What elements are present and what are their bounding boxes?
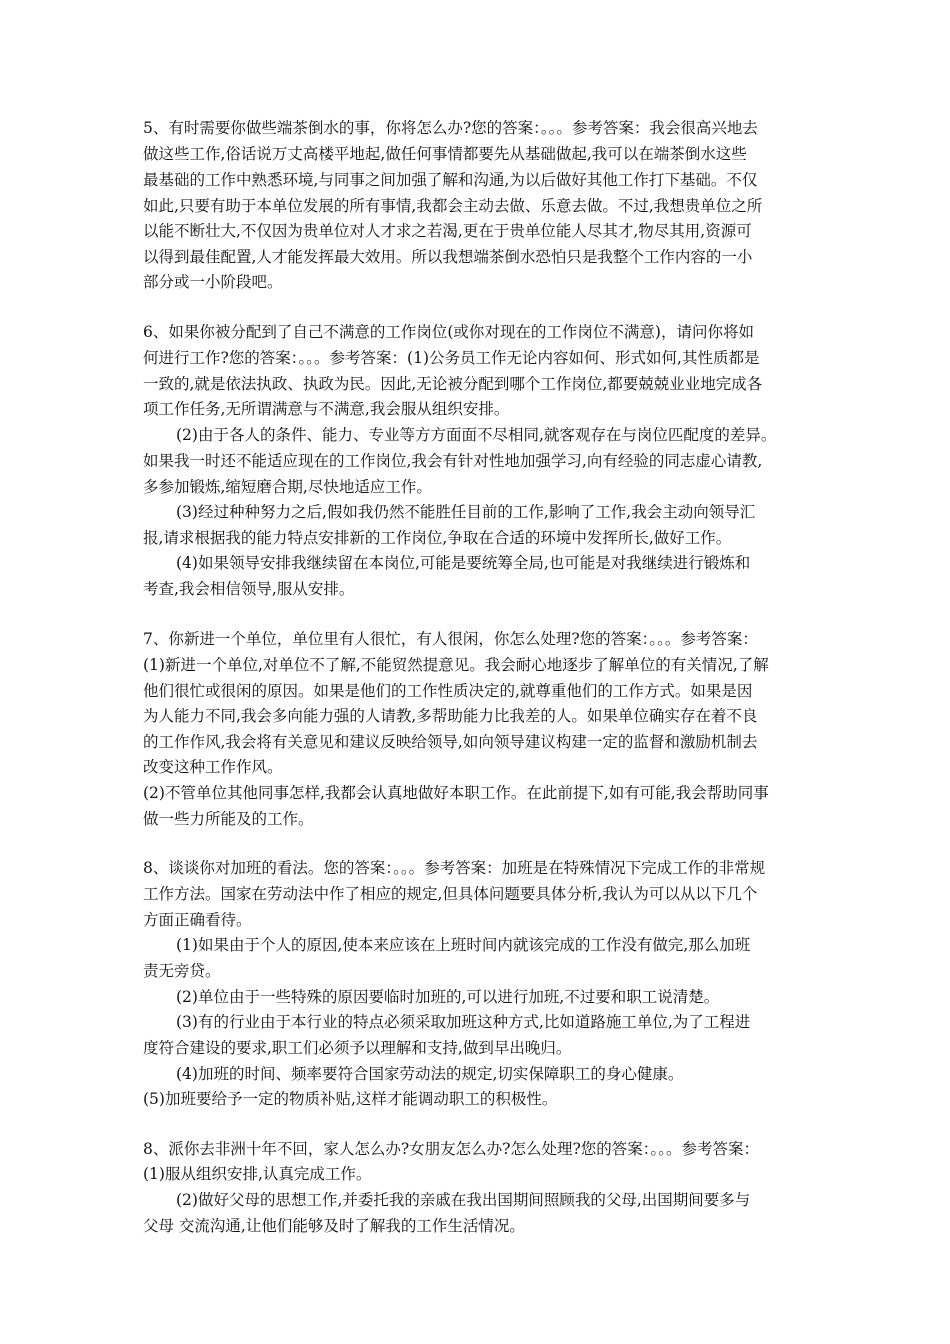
q5-line-7: 部分或一小阶段吧。 [143, 273, 283, 291]
q6-line-11: 考查,我会相信领导,服从安排。 [143, 580, 355, 598]
q7-line-3: 他们很忙或很闲的原因。如果是他们的工作性质决定的,就尊重他们的工作方式。如果是因 [143, 682, 753, 700]
q5-line-6: 以得到最佳配置,人才能发挥最大效用。所以我想端茶倒水恐怕只是我整个工作内容的一小 [143, 248, 753, 266]
q8-line-6: (2)单位由于一些特殊的原因要临时加班的,可以进行加班,不过要和职工说清楚。 [176, 988, 720, 1006]
q6-line-10: (4)如果领导安排我继续留在本岗位,可能是要统筹全局,也可能是对我继续进行锻炼和 [176, 554, 751, 572]
q8-line-9: (4)加班的时间、频率要符合国家劳动法的规定,切实保障职工的身心健康。 [176, 1065, 684, 1083]
q7-line-2: (1)新进一个单位,对单位不了解,不能贸然提意见。我会耐心地逐步了解单位的有关情况,了解 [143, 656, 769, 674]
q8-line-4: (1)如果由于个人的原因,使本来应该在上班时间内就该完成的工作没有做完,那么加班 [176, 936, 751, 954]
q8-line-10: (5)加班要给予一定的物质补贴,这样才能调动职工的积极性。 [143, 1090, 558, 1108]
q8b-line-1: 8、派你去非洲十年不回，家人怎么办?女朋友怎么办?怎么处理?您的答案：。。。参考答案： [143, 1140, 760, 1158]
q8-line-7: (3)有的行业由于本行业的特点必须采取加班这种方式,比如道路施工单位,为了工程进 [176, 1013, 751, 1031]
q6-line-1: 6、如果你被分配到了自己不满意的工作岗位(或你对现在的工作岗位不满意)，请问你将如 [143, 323, 754, 341]
q6-line-2: 何进行工作?您的答案：。。。参考答案：(1)公务员工作无论内容如何、形式如何,其性质都是 [143, 349, 760, 367]
q7-line-8: 做一些力所能及的工作。 [143, 810, 314, 828]
q7-line-1: 7、你新进一个单位，单位里有人很忙，有人很闲，你怎么处理?您的答案：。。。参考答案： [143, 630, 758, 648]
q6-line-8: (3)经过种种努力之后,假如我仍然不能胜任目前的工作,影响了工作,我会主动向领导汇 [176, 503, 756, 521]
q7-line-5: 的工作作风,我会将有关意见和建议反映给领导,如向领导建议构建一定的监督和激励机制去 [143, 733, 758, 751]
q8-line-3: 方面正确看待。 [143, 911, 252, 929]
q8b-line-3: (2)做好父母的思想工作,并委托我的亲戚在我出国期间照顾我的父母,出国期间要多与 [176, 1191, 751, 1209]
q5-line-5: 以能不断壮大,不仅因为贵单位对人才求之若渴,更在于贵单位能人尽其才,物尽其用,资源可 [143, 222, 752, 240]
q5-line-1: 5、有时需要你做些端茶倒水的事，你将怎么办?您的答案：。。。参考答案：我会很高兴地去 [143, 119, 758, 137]
q8-line-8: 度符合建设的要求,职工们必须予以理解和支持,做到早出晚归。 [143, 1039, 572, 1057]
q6-line-7: 多参加锻炼,缩短磨合期,尽快地适应工作。 [143, 478, 432, 496]
q5-line-2: 做这些工作,俗话说万丈高楼平地起,做任何事情都要先从基础做起,我可以在端茶倒水这些 [143, 145, 747, 163]
q6-line-5: (2)由于各人的条件、能力、专业等方方面面不尽相同,就客观存在与岗位匹配度的差异。 [176, 426, 777, 444]
q8-line-1: 8、谈谈你对加班的看法。您的答案：。。。参考答案：加班是在特殊情况下完成工作的非常规 [143, 859, 766, 877]
q7-line-4: 为人能力不同,我会多向能力强的人请教,多帮助能力比我差的人。如果单位确实存在着不良 [143, 707, 758, 725]
q7-line-7: (2)不管单位其他同事怎样,我都会认真地做好本职工作。在此前提下,如有可能,我会帮助同事 [143, 784, 769, 802]
q6-line-9: 报,请求根据我的能力特点安排新的工作岗位,争取在合适的环境中发挥所长,做好工作。 [143, 529, 732, 547]
q5-line-3: 最基础的工作中熟悉环境,与同事之间加强了解和沟通,为以后做好其他工作打下基础。不仅 [143, 171, 758, 189]
q8b-line-2: (1)服从组织安排,认真完成工作。 [143, 1165, 372, 1183]
q8-line-5: 责无旁贷。 [143, 962, 221, 980]
q8b-line-4: 父母 交流沟通,让他们能够及时了解我的工作生活情况。 [143, 1217, 525, 1235]
q6-line-4: 项工作任务,无所谓满意与不满意,我会服从组织安排。 [143, 400, 510, 418]
q8-line-2: 工作方法。国家在劳动法中作了相应的规定,但具体问题要具体分析,我认为可以从以下几个 [143, 885, 758, 903]
q6-line-6: 如果我一时还不能适应现在的工作岗位,我会有针对性地加强学习,向有经验的同志虚心请教, [143, 452, 763, 470]
q5-line-4: 如此,只要有助于本单位发展的所有事情,我都会主动去做、乐意去做。不过,我想贵单位之所 [143, 197, 763, 215]
q7-line-6: 改变这种工作作风。 [143, 758, 283, 776]
q6-line-3: 一致的,就是依法执政、执政为民。因此,无论被分配到哪个工作岗位,都要兢兢业业地完成各 [143, 375, 763, 393]
